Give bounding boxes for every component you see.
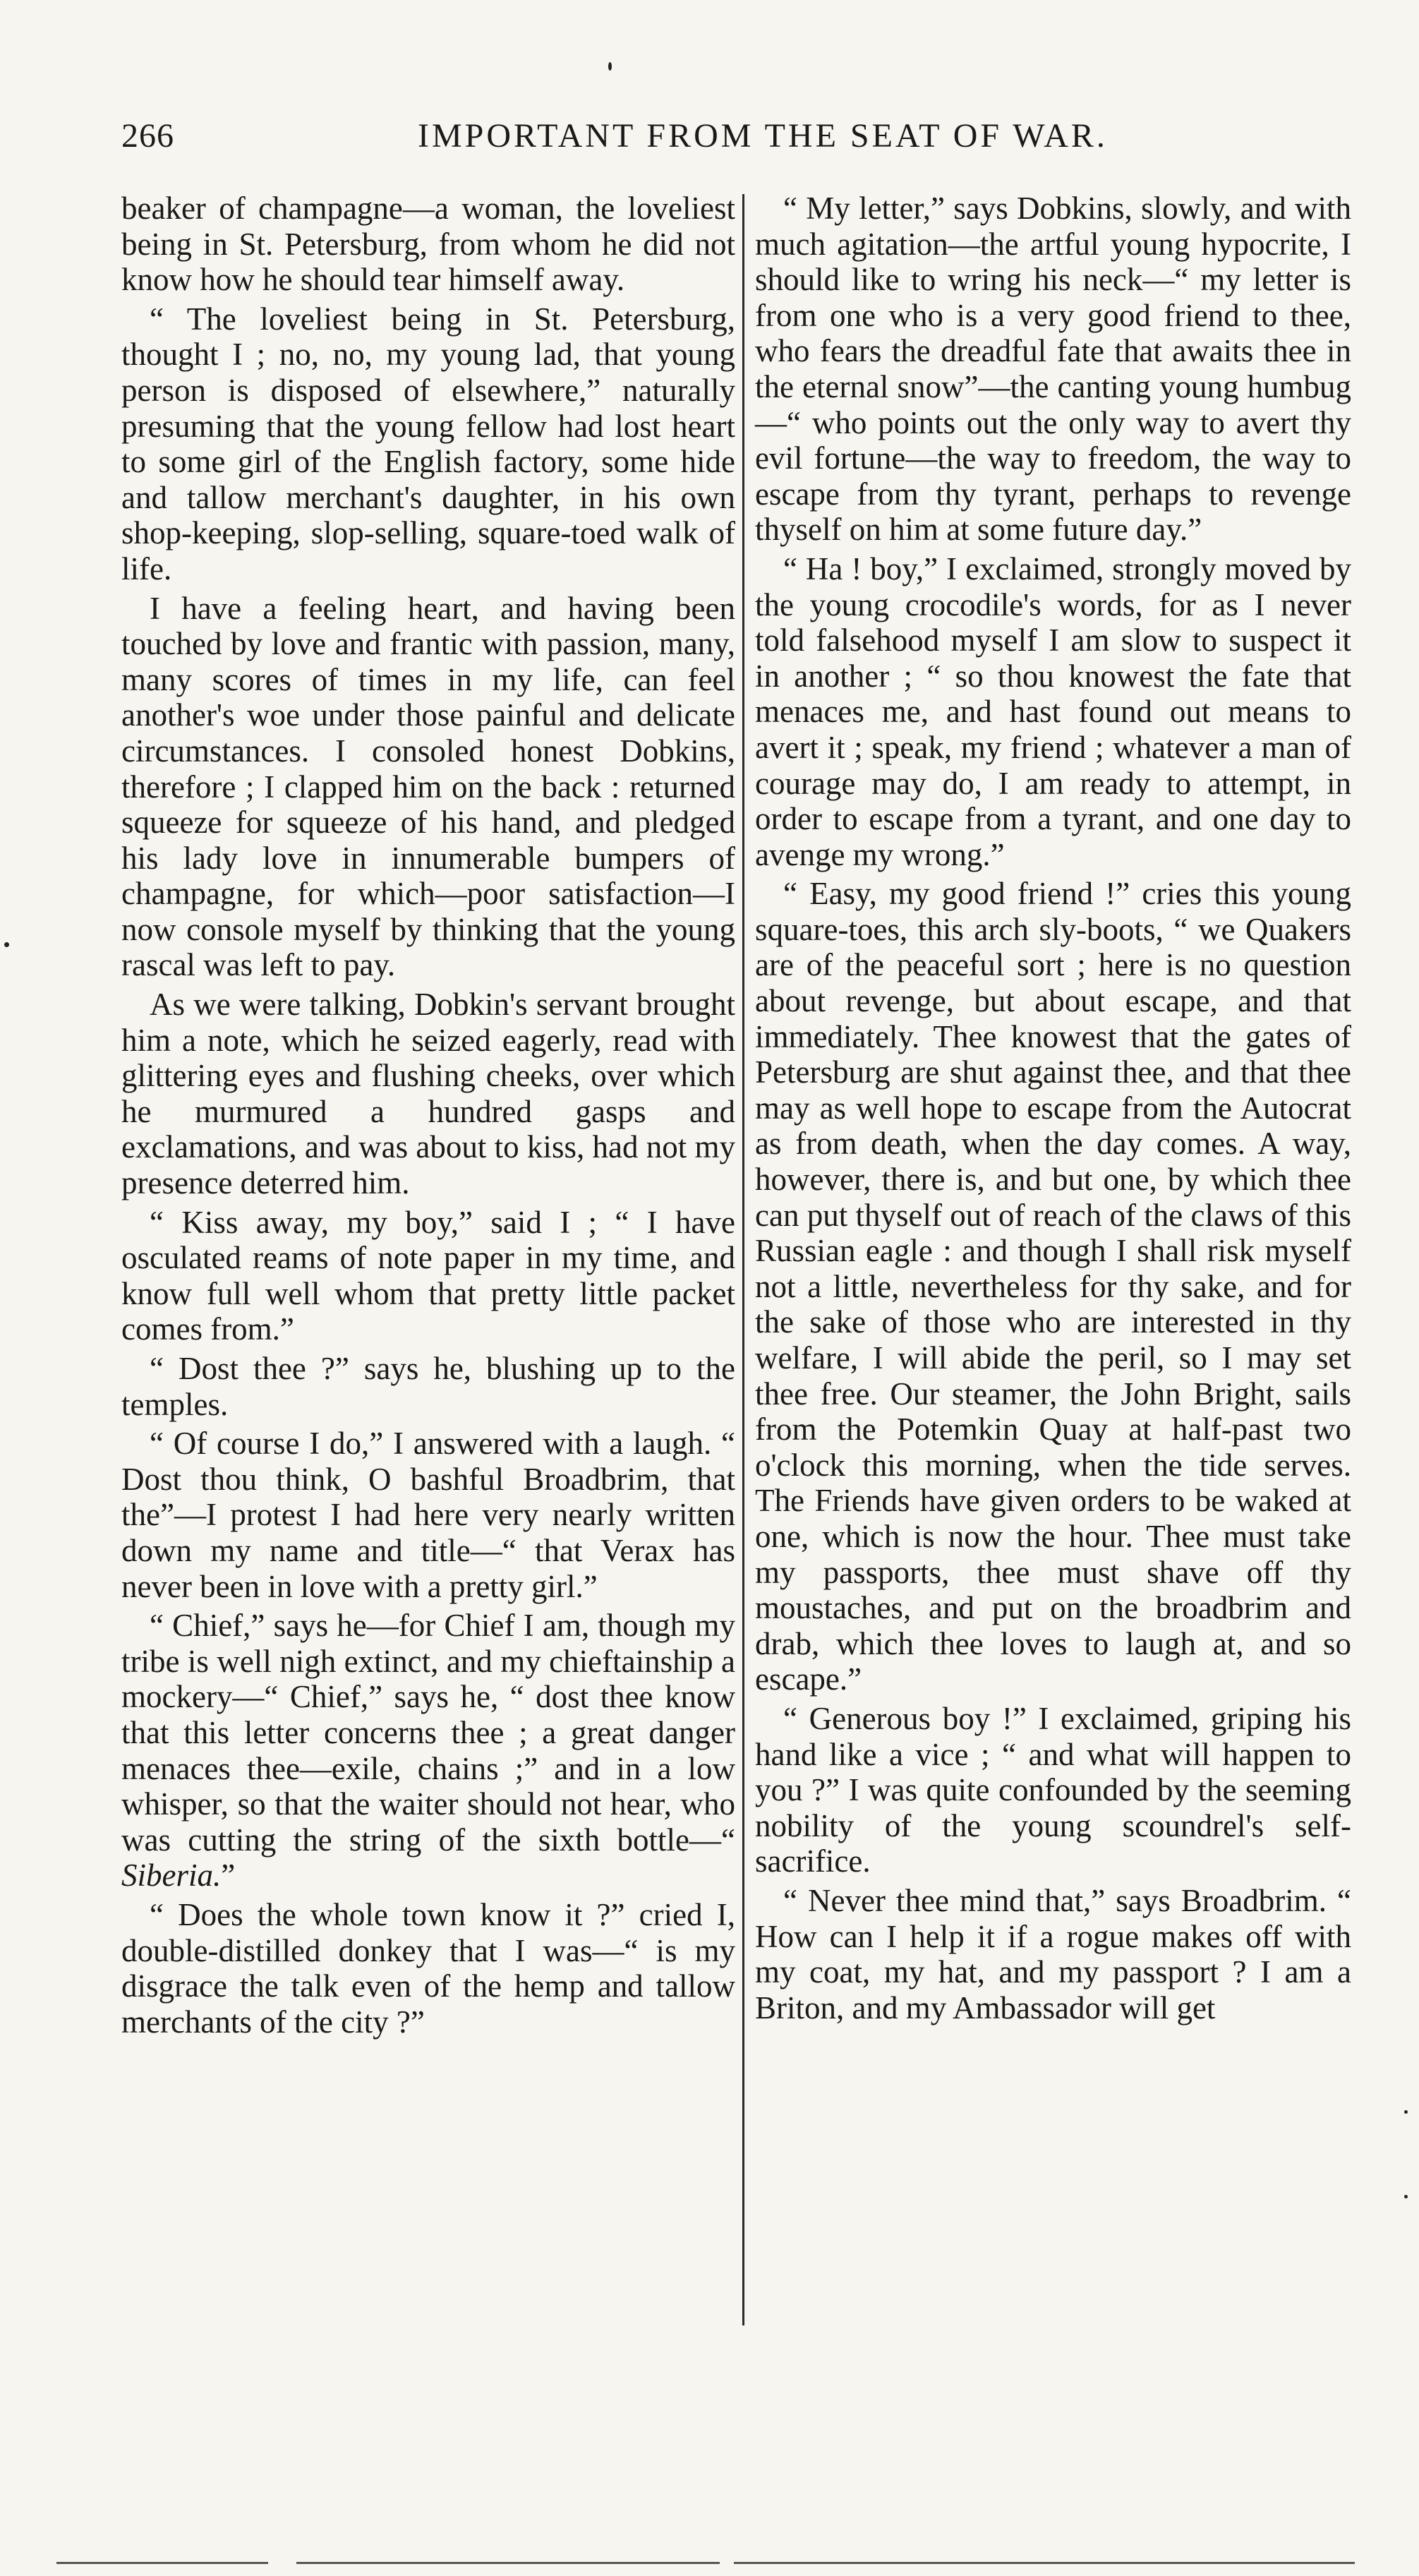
paragraph: “ Ha ! boy,” I exclaimed, strongly moved by the young crocodile's words, for as I never told falsehood myself I am slow to suspect it in another ; “ so thou knowest the fate that menaces me, and hast found out means to avert it ; speak, my friend ; whatever a man of courage may do, I am ready to attempt, in order to escape from a tyrant, and one day to avenge my wrong.” [755, 550, 1351, 872]
paragraph: “ My letter,” says Dobkins, slowly, and with much agitation—the artful young hypocrite, I should like to wring his neck—“ my letter is from one who is a very good friend to thee, who fears the dreadful fate that awaits thee in the eternal snow”—the canting young humbug—“ who points out the only way to avert thy evil fortune—the way to freedom, the way to escape from thy tyrant, perhaps to revenge thyself on him at some future day.” [755, 191, 1351, 548]
paragraph: As we were talking, Dobkin's servant brought him a note, which he seized eagerly, read with glittering eyes and flushing cheeks, over which he murmured a hundred gasps and exclamations, and was about to kiss, had not my presence deterred him. [121, 987, 735, 1201]
column-divider [742, 194, 744, 2325]
left-column [121, 191, 735, 2043]
italic-word: Siberia. [121, 1858, 222, 1894]
right-column [755, 191, 1351, 2029]
paragraph-text: “ Chief,” says he—for Chief I am, though my tribe is well nigh extinct, and my chieftainship a mockery—“ Chief,” says he, “ dost thee know that this letter concerns thee ; a great danger menaces thee—exile, chains ;” and in a low whisper, so that the waiter should not hear, who was cutting the string of the sixth bottle—“ [121, 1608, 735, 1858]
paragraph: “ Does the whole town know it ?” cried I, double-distilled donkey that I was—“ is my disgrace the talk even of the hemp and tallow merchants of the city ?” [121, 1896, 735, 2040]
paragraph: “ Generous boy !” I exclaimed, griping his hand like a vice ; “ and what will happen to you ?” I was quite confounded by the seeming nobility of the young scoundrel's self-sacrifice. [755, 1700, 1351, 1879]
page-header [121, 116, 1346, 166]
bottom-rule [296, 2562, 720, 2564]
ink-speck [1404, 2195, 1408, 2198]
bottom-rule [734, 2562, 1355, 2564]
ink-speck [608, 62, 612, 71]
ink-speck [1404, 2110, 1408, 2114]
page-number: 266 [121, 117, 174, 155]
paragraph [121, 1608, 735, 1894]
paragraph: “ Of course I do,” I answered with a laugh. “ Dost thou think, O bashful Broadbrim, that the”—I protest I had here very nearly written down my name and title—“ that Verax has never been in love with a pretty girl.” [121, 1426, 735, 1604]
paragraph: beaker of champagne—a woman, the loveliest being in St. Petersburg, from whom he did not know how he should tear himself away. [121, 191, 735, 298]
ink-speck [4, 942, 9, 947]
paragraph: I have a feeling heart, and having been touched by love and frantic with passion, many, many scores of times in my life, can feel another's woe under those painful and delicate circumstances. I consoled honest Dobkins, therefore ; I clapped him on the back : returned squeeze for squeeze of his hand, and pledged his lady love in innumerable bumpers of champagne, for which—poor satisfaction—I now console myself by thinking that the young rascal was left to pay. [121, 590, 735, 983]
paragraph: “ Easy, my good friend !” cries this young square-toes, this arch sly-boots, “ we Quakers are of the peaceful sort ; here is no question about revenge, but about escape, and that immediately. Thee knowest that the gates of Petersburg are shut against thee, and that thee may as well hope to escape from the Autocrat as from death, when the day comes. A way, however, there is, and but one, by which thee can put thyself out of reach of the claws of this Russian eagle : and though I shall risk myself not a little, nevertheless for thy sake, and for the sake of those who are interested in thy welfare, I will abide the peril, so I may set thee free. Our steamer, the John Bright, sails from the Potemkin Quay at half-past two o'clock this morning, when the tide serves. The Friends have given orders to be waked at one, which is now the hour. Thee must take my passports, thee must shave off thy moustaches, and put on the broadbrim and drab, which thee loves to laugh at, and so escape.” [755, 876, 1351, 1697]
bottom-rule [56, 2562, 268, 2564]
running-head: IMPORTANT FROM THE SEAT OF WAR. [418, 117, 1108, 155]
closing-quote: ” [221, 1858, 236, 1894]
paragraph: “ The loveliest being in St. Petersburg, thought I ; no, no, my young lad, that young person is disposed of elsewhere,” naturally presuming that the young fellow had lost heart to some girl of the English factory, some hide and tallow merchant's daughter, in his own shop-keeping, slop-selling, square-toed walk of life. [121, 301, 735, 586]
paragraph: “ Dost thee ?” says he, blushing up to the temples. [121, 1351, 735, 1422]
paragraph: “ Kiss away, my boy,” said I ; “ I have osculated reams of note paper in my time, and know full well whom that pretty little packet comes from.” [121, 1204, 735, 1347]
paragraph: “ Never thee mind that,” says Broadbrim. “ How can I help it if a rogue makes off with my coat, my hat, and my passport ? I am a Briton, and my Ambassador will get [755, 1882, 1351, 2026]
